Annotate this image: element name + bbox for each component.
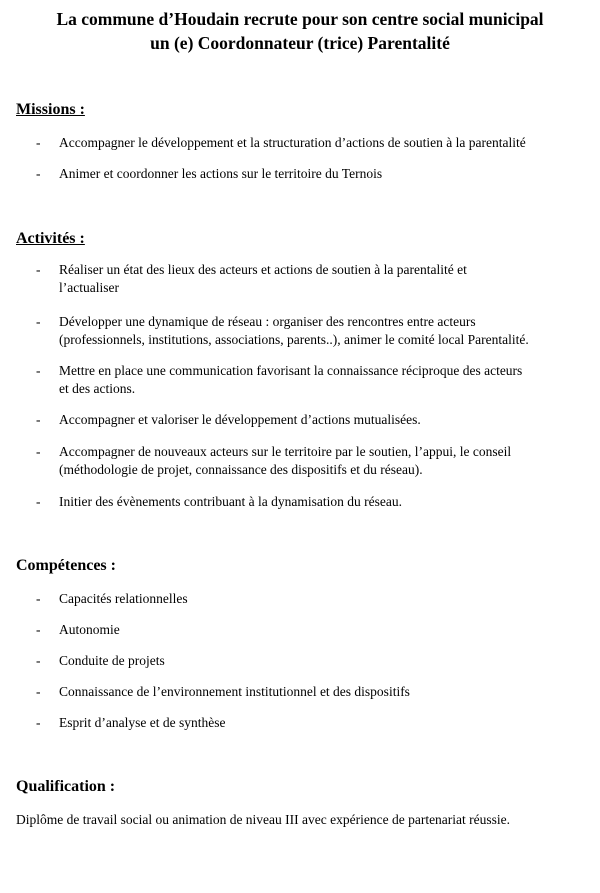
bullet-dash: - — [36, 494, 41, 509]
bullet-dash: - — [36, 715, 41, 730]
title-line-2: un (e) Coordonnateur (trice) Parentalité — [150, 33, 450, 53]
bullet-dash: - — [36, 166, 41, 181]
bullet-dash: - — [36, 444, 41, 459]
bullet-dash: - — [36, 314, 41, 329]
bullet-dash: - — [36, 684, 41, 699]
activites-item-text — [59, 313, 579, 349]
competences-item-text: Esprit d’analyse et de synthèse — [59, 715, 226, 730]
bullet-dash: - — [36, 591, 41, 606]
bullet-dash: - — [36, 135, 41, 150]
bullet-dash: - — [36, 653, 41, 668]
activites-item-line: Initier des évènements contribuant à la dynamisation du réseau. — [59, 494, 403, 509]
qualification-heading: Qualification : — [16, 778, 116, 795]
activites-item-line: l’actualiser — [59, 280, 119, 295]
competences-item-text: Autonomie — [59, 622, 120, 637]
activites-item-line: et des actions. — [59, 381, 136, 396]
missions-heading: Missions : — [16, 101, 85, 118]
activites-heading: Activités : — [16, 230, 85, 247]
bullet-dash: - — [36, 412, 41, 427]
activites-item-text — [59, 443, 579, 479]
activites-item-line: Développer une dynamique de réseau : organiser des rencontres entre acteurs — [59, 314, 476, 329]
bullet-dash: - — [36, 622, 41, 637]
competences-item-text: Connaissance de l’environnement institutionnel et des dispositifs — [59, 684, 410, 699]
competences-heading: Compétences : — [16, 557, 116, 574]
activites-item-line: Réaliser un état des lieux des acteurs et actions de soutien à la parentalité et — [59, 262, 467, 277]
bullet-dash: - — [36, 262, 41, 277]
activites-item-text — [59, 362, 579, 398]
activites-item-text — [59, 411, 579, 429]
competences-item-text: Conduite de projets — [59, 653, 165, 668]
activites-item-text — [59, 261, 579, 297]
title-line-1: La commune d’Houdain recrute pour son centre social municipal — [56, 9, 544, 29]
activites-item-line: Accompagner de nouveaux acteurs sur le territoire par le soutien, l’appui, le conseil — [59, 444, 512, 459]
bullet-dash: - — [36, 363, 41, 378]
activites-item-line: (méthodologie de projet, connaissance des dispositifs et du réseau). — [59, 462, 423, 477]
competences-item-text: Capacités relationnelles — [59, 591, 188, 606]
activites-item-line: Mettre en place une communication favorisant la connaissance réciproque des acteurs — [59, 363, 523, 378]
qualification-text: Diplôme de travail social ou animation de niveau III avec expérience de partenariat réussie. — [16, 812, 511, 827]
activites-item-line: (professionnels, institutions, associations, parents..), animer le comité local Parentalité. — [59, 332, 529, 347]
missions-item-text: Accompagner le développement et la structuration d’actions de soutien à la parentalité — [59, 135, 526, 150]
missions-item-text: Animer et coordonner les actions sur le territoire du Ternois — [59, 166, 383, 181]
activites-item-text — [59, 493, 579, 511]
activites-item-line: Accompagner et valoriser le développement d’actions mutualisées. — [59, 412, 421, 427]
